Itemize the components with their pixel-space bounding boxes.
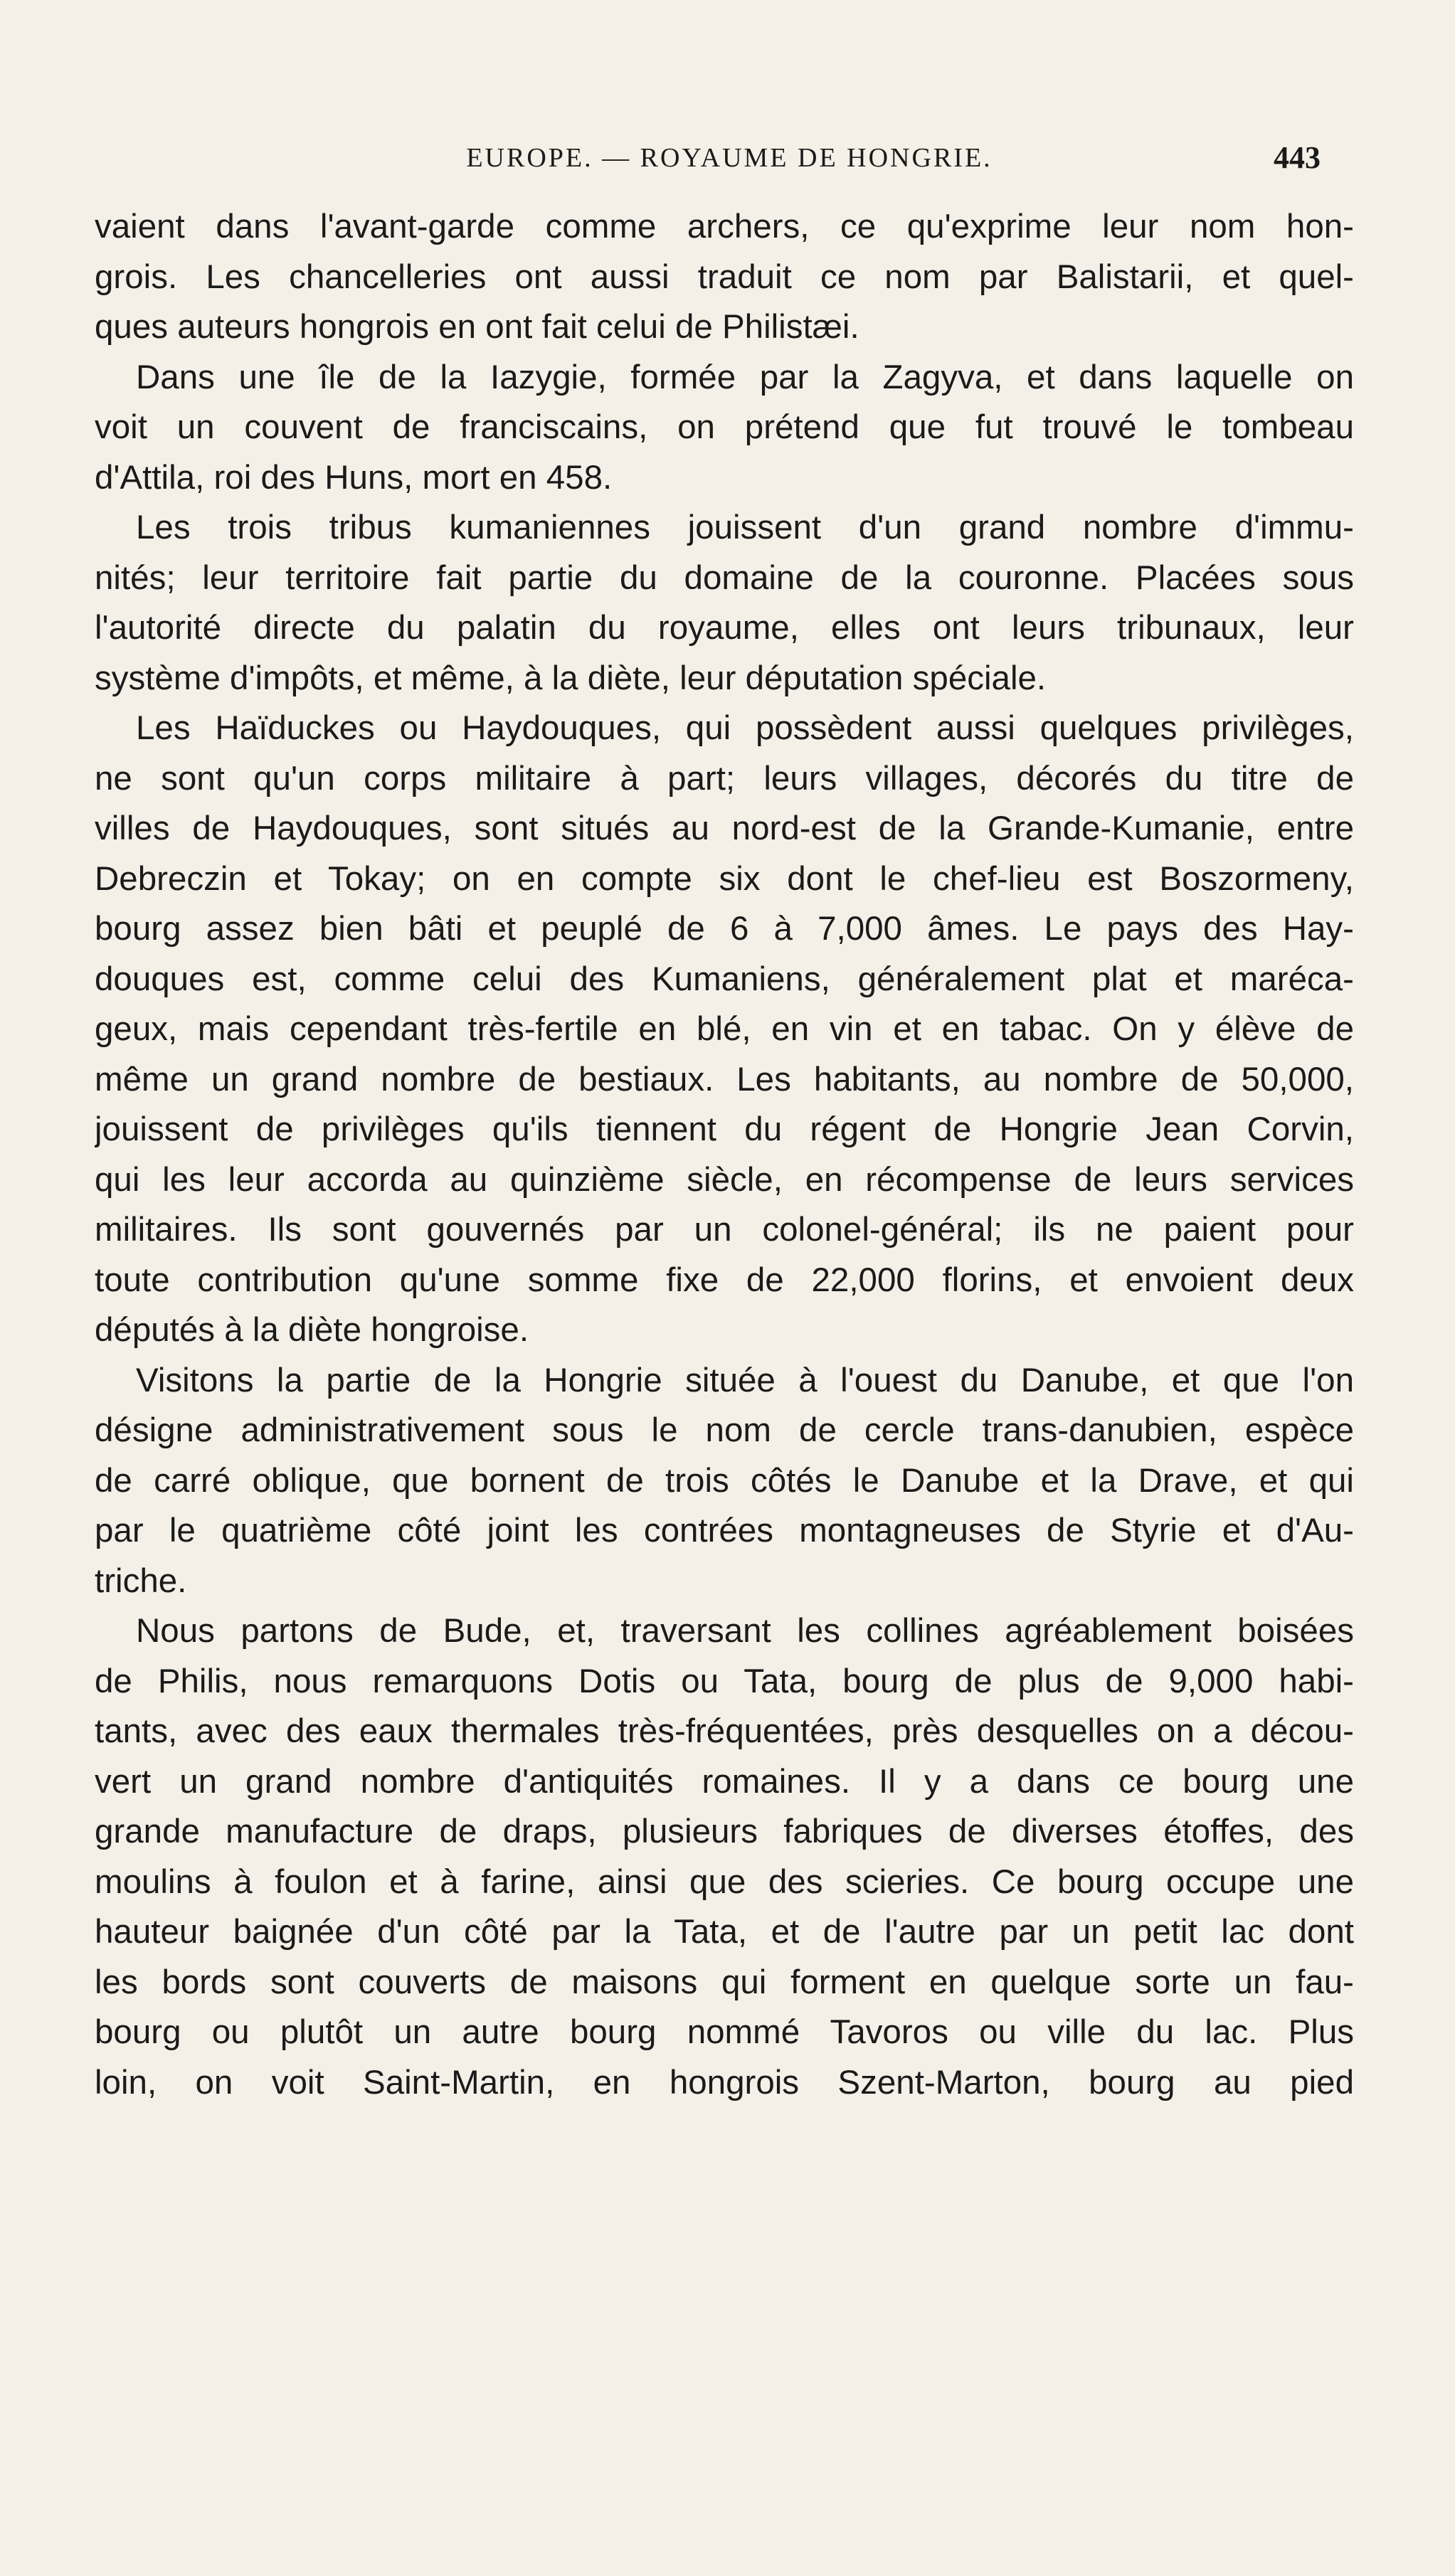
text-line xyxy=(95,353,1354,403)
text-line xyxy=(95,1155,1354,1206)
text-line xyxy=(95,553,1354,604)
text-line-content: toute contribution qu'une somme fixe de 22,000 florins, et envoient deux xyxy=(95,1261,1354,1299)
text-line xyxy=(95,1205,1354,1256)
text-line xyxy=(95,1557,1354,1607)
text-line xyxy=(95,1256,1354,1306)
text-line xyxy=(95,1606,1354,1657)
text-line-content: ques auteurs hongrois en ont fait celui de Philistæi. xyxy=(95,308,859,346)
text-line xyxy=(95,1105,1354,1155)
text-line xyxy=(95,1707,1354,1757)
running-title: EUROPE. — ROYAUME DE HONGRIE. xyxy=(466,143,993,173)
text-line xyxy=(95,754,1354,805)
text-line-content: bourg ou plutôt un autre bourg nommé Tavoros ou ville du lac. Plus xyxy=(95,2013,1354,2051)
text-line-content: voit un couvent de franciscains, on prétend que fut trouvé le tombeau xyxy=(95,408,1354,446)
text-line xyxy=(95,202,1354,253)
text-line-content: Debreczin et Tokay; on en compte six dont le chef-lieu est Boszormeny, xyxy=(95,859,1354,898)
text-line xyxy=(95,1807,1354,1857)
text-line xyxy=(95,1406,1354,1456)
text-line-content: Dans une île de la Iazygie, formée par la Zagyva, et dans laquelle on xyxy=(136,358,1354,396)
text-line xyxy=(95,1506,1354,1557)
text-line xyxy=(95,453,1354,504)
text-line xyxy=(95,1958,1354,2008)
text-line-content: Les trois tribus kumaniennes jouissent d'un grand nombre d'immu- xyxy=(136,509,1354,546)
text-line xyxy=(95,1356,1354,1406)
text-line-content: moulins à foulon et à farine, ainsi que des scieries. Ce bourg occupe une xyxy=(95,1862,1354,1901)
text-line-content: tants, avec des eaux thermales très-fréquentées, près desquelles on a décou- xyxy=(95,1712,1354,1750)
text-line xyxy=(95,904,1354,955)
text-line-content: Les Haïduckes ou Haydouques, qui possèdent aussi quelques privilèges, xyxy=(136,709,1354,747)
text-line xyxy=(95,503,1354,553)
text-line-content: désigne administrativement sous le nom de cercle trans-danubien, espèce xyxy=(95,1411,1354,1449)
text-line-content: de carré oblique, que bornent de trois côtés le Danube et la Drave, et qui xyxy=(95,1461,1354,1500)
body-text xyxy=(95,202,1354,2108)
text-line-content: les bords sont couverts de maisons qui forment en quelque sorte un fau- xyxy=(95,1963,1354,2001)
text-line-content: de Philis, nous remarquons Dotis ou Tata, bourg de plus de 9,000 habi- xyxy=(95,1662,1354,1700)
text-line-content: geux, mais cependant très-fertile en blé, en vin et en tabac. On y élève de xyxy=(95,1010,1354,1048)
text-line-content: hauteur baignée d'un côté par la Tata, et de l'autre par un petit lac dont xyxy=(95,1913,1354,1951)
text-line xyxy=(95,603,1354,654)
text-line xyxy=(95,804,1354,854)
text-line xyxy=(95,654,1354,704)
text-line xyxy=(95,1907,1354,1958)
text-line xyxy=(95,1305,1354,1356)
text-line xyxy=(95,2058,1354,2109)
text-line-content: vaient dans l'avant-garde comme archers, ce qu'exprime leur nom hon- xyxy=(95,208,1354,245)
text-line-content: bourg assez bien bâti et peuplé de 6 à 7,000 âmes. Le pays des Hay- xyxy=(95,910,1354,948)
text-line-content: grande manufacture de draps, plusieurs fabriques de diverses étoffes, des xyxy=(95,1813,1354,1850)
text-line xyxy=(95,253,1354,303)
text-line xyxy=(95,704,1354,754)
text-line-content: villes de Haydouques, sont situés au nord-est de la Grande-Kumanie, entre xyxy=(95,810,1354,847)
text-line-content: députés à la diète hongroise. xyxy=(95,1311,529,1349)
text-line xyxy=(95,302,1354,353)
text-line xyxy=(95,403,1354,453)
text-line-content: ne sont qu'un corps militaire à part; leurs villages, décorés du titre de xyxy=(95,759,1354,797)
text-line-content: loin, on voit Saint-Martin, en hongrois Szent-Marton, bourg au pied xyxy=(95,2063,1354,2101)
text-line-content: l'autorité directe du palatin du royaume, elles ont leurs tribunaux, leur xyxy=(95,609,1354,647)
page-number: 443 xyxy=(1274,140,1321,175)
text-line xyxy=(95,1757,1354,1808)
text-line-content: même un grand nombre de bestiaux. Les habitants, au nombre de 50,000, xyxy=(95,1060,1354,1098)
running-head xyxy=(0,142,1455,185)
text-line-content: militaires. Ils sont gouvernés par un colonel-général; ils ne paient pour xyxy=(95,1211,1354,1249)
text-line xyxy=(95,2008,1354,2058)
text-line-content: par le quatrième côté joint les contrées montagneuses de Styrie et d'Au- xyxy=(95,1512,1354,1549)
text-line xyxy=(95,1005,1354,1055)
text-line-content: système d'impôts, et même, à la diète, leur députation spéciale. xyxy=(95,659,1047,697)
text-line xyxy=(95,1055,1354,1106)
text-line xyxy=(95,1657,1354,1707)
text-line-content: vert un grand nombre d'antiquités romaines. Il y a dans ce bourg une xyxy=(95,1762,1354,1801)
text-line xyxy=(95,955,1354,1005)
text-line-content: Nous partons de Bude, et, traversant les collines agréablement boisées xyxy=(136,1612,1354,1650)
text-line xyxy=(95,854,1354,905)
text-line xyxy=(95,1456,1354,1507)
text-line-content: douques est, comme celui des Kumaniens, généralement plat et maréca- xyxy=(95,960,1354,998)
text-line-content: nités; leur territoire fait partie du domaine de la couronne. Placées sous xyxy=(95,558,1354,597)
text-line xyxy=(95,1857,1354,1908)
text-line-content: d'Attila, roi des Huns, mort en 458. xyxy=(95,458,613,497)
text-line-content: qui les leur accorda au quinzième siècle, en récompense de leurs services xyxy=(95,1160,1354,1199)
text-line-content: Visitons la partie de la Hongrie située à l'ouest du Danube, et que l'on xyxy=(136,1361,1354,1399)
text-line-content: triche. xyxy=(95,1562,187,1600)
text-line-content: jouissent de privilèges qu'ils tiennent du régent de Hongrie Jean Corvin, xyxy=(95,1111,1354,1148)
text-line-content: grois. Les chancelleries ont aussi traduit ce nom par Balistarii, et quel- xyxy=(95,258,1354,296)
